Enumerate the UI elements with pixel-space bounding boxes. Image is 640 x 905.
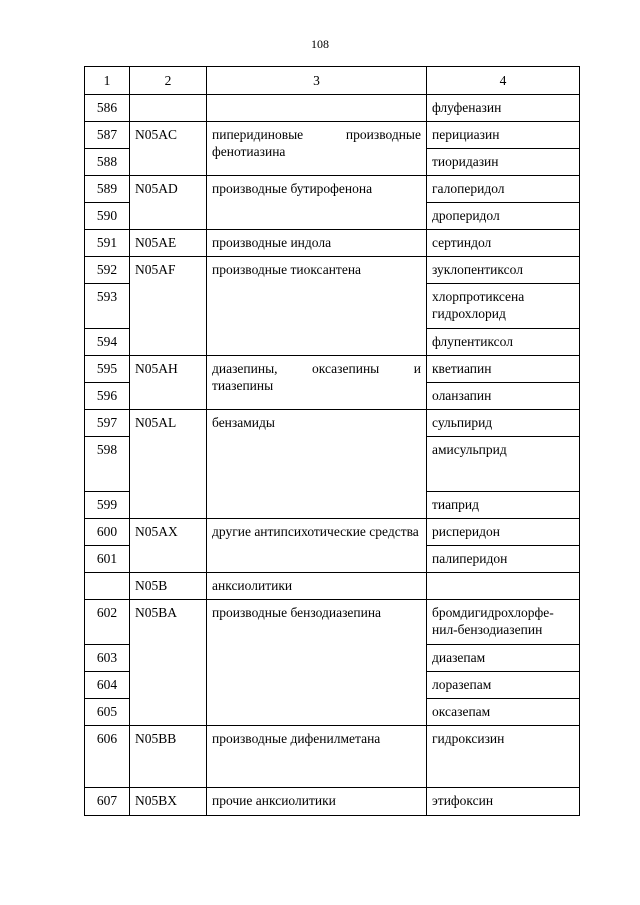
drug-name: перициазин — [427, 122, 580, 149]
atc-code: N05BA — [130, 600, 207, 726]
group-name: производные бутирофенона — [207, 176, 427, 230]
row-number: 592 — [85, 257, 130, 284]
drug-name: сульпирид — [427, 410, 580, 437]
row-number: 604 — [85, 672, 130, 699]
table-row — [85, 519, 580, 546]
drug-name: кветиапин — [427, 356, 580, 383]
table-row — [85, 410, 580, 437]
atc-code: N05AF — [130, 257, 207, 356]
table-row — [85, 230, 580, 257]
row-number: 589 — [85, 176, 130, 203]
drug-name: диазепам — [427, 645, 580, 672]
table-row — [85, 600, 580, 645]
header-cell: 3 — [207, 67, 427, 95]
table-row — [85, 176, 580, 203]
atc-code: N05B — [130, 573, 207, 600]
row-number: 595 — [85, 356, 130, 383]
drug-name: этифоксин — [427, 788, 580, 816]
group-name: прочие анксиолитики — [207, 788, 427, 816]
row-number: 588 — [85, 149, 130, 176]
atc-code: N05AX — [130, 519, 207, 573]
row-number: 587 — [85, 122, 130, 149]
drug-name: галоперидол — [427, 176, 580, 203]
row-number: 603 — [85, 645, 130, 672]
table-row — [85, 257, 580, 284]
row-number: 596 — [85, 383, 130, 410]
row-number: 599 — [85, 492, 130, 519]
atc-code: N05AE — [130, 230, 207, 257]
drug-name: оксазепам — [427, 699, 580, 726]
drug-name — [427, 573, 580, 600]
group-name: бензамиды — [207, 410, 427, 519]
group-name: производные индола — [207, 230, 427, 257]
drug-name: хлорпротиксена гидрохлорид — [427, 284, 580, 329]
atc-code: N05AH — [130, 356, 207, 410]
table-row — [85, 788, 580, 816]
row-number: 591 — [85, 230, 130, 257]
drug-name: амисульприд — [427, 437, 580, 492]
row-number: 586 — [85, 95, 130, 122]
table-row — [85, 122, 580, 149]
drug-name: палиперидон — [427, 546, 580, 573]
table-row — [85, 726, 580, 788]
atc-code — [130, 95, 207, 122]
drug-name: рисперидон — [427, 519, 580, 546]
table-header-row — [85, 67, 580, 95]
row-number: 598 — [85, 437, 130, 492]
group-name: анксиолитики — [207, 573, 427, 600]
page-number: 108 — [311, 37, 329, 51]
drug-name: флуфеназин — [427, 95, 580, 122]
atc-code: N05AL — [130, 410, 207, 519]
drug-name: бромдигидрохлорфе-нил-бензодиазепин — [427, 600, 580, 645]
atc-code: N05BB — [130, 726, 207, 788]
group-name: пиперидиновые производные фенотиазина — [207, 122, 427, 176]
row-number: 597 — [85, 410, 130, 437]
atc-code: N05AD — [130, 176, 207, 230]
drug-name: зуклопентиксол — [427, 257, 580, 284]
row-number — [85, 573, 130, 600]
drug-name: дроперидол — [427, 203, 580, 230]
header-cell: 1 — [85, 67, 130, 95]
header-cell: 2 — [130, 67, 207, 95]
row-number: 605 — [85, 699, 130, 726]
group-name: производные дифенилметана — [207, 726, 427, 788]
table-row — [85, 356, 580, 383]
row-number: 600 — [85, 519, 130, 546]
table-row — [85, 95, 580, 122]
row-number: 606 — [85, 726, 130, 788]
row-number: 607 — [85, 788, 130, 816]
group-name — [207, 95, 427, 122]
drug-name: флупентиксол — [427, 329, 580, 356]
group-name: диазепины, оксазепины и тиазепины — [207, 356, 427, 410]
drug-name: оланзапин — [427, 383, 580, 410]
drug-name: тиоридазин — [427, 149, 580, 176]
drug-table — [84, 66, 580, 816]
header-cell: 4 — [427, 67, 580, 95]
row-number: 594 — [85, 329, 130, 356]
row-number: 593 — [85, 284, 130, 329]
table-row — [85, 573, 580, 600]
atc-code: N05BX — [130, 788, 207, 816]
row-number: 590 — [85, 203, 130, 230]
group-name: производные бензодиазепина — [207, 600, 427, 726]
drug-name: лоразепам — [427, 672, 580, 699]
atc-code: N05AC — [130, 122, 207, 176]
drug-name: гидроксизин — [427, 726, 580, 788]
drug-name: сертиндол — [427, 230, 580, 257]
row-number: 601 — [85, 546, 130, 573]
drug-name: тиаприд — [427, 492, 580, 519]
row-number: 602 — [85, 600, 130, 645]
group-name: производные тиоксантена — [207, 257, 427, 356]
group-name: другие антипсихотические средства — [207, 519, 427, 573]
